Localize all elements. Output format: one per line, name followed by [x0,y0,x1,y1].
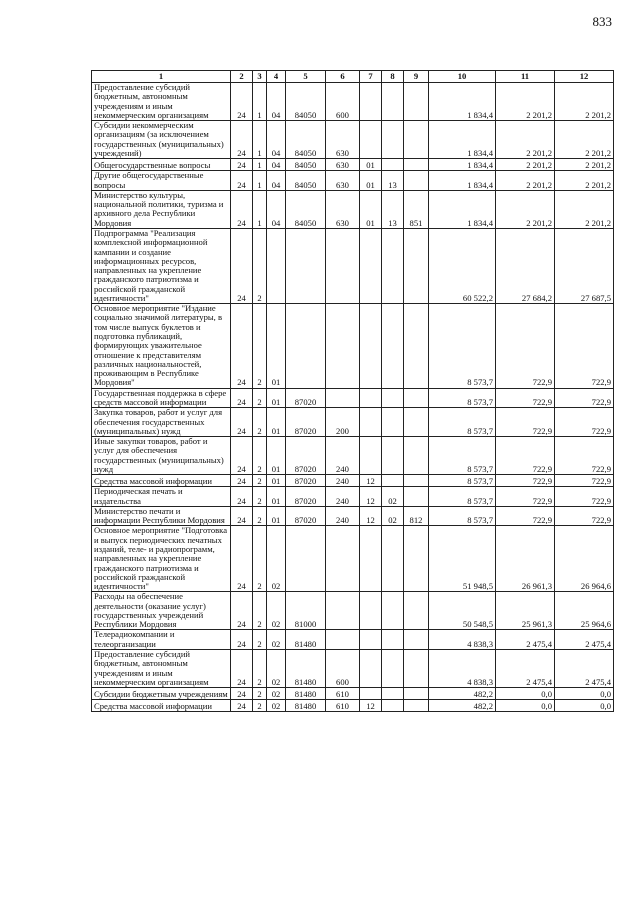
table-row [92,630,614,650]
code-cell [360,437,382,475]
code-cell: 02 [382,487,404,507]
code-cell: 24 [231,408,253,437]
code-cell: 01 [360,159,382,171]
code-cell [360,688,382,700]
row-description: Государственная поддержка в сфере средств массовой информации [92,388,231,408]
column-header: 3 [253,71,267,83]
amount-cell: 2 201,2 [555,190,614,228]
code-cell [404,475,429,487]
table-row [92,592,614,630]
code-cell: 24 [231,83,253,121]
code-cell: 2 [253,650,267,688]
row-description: Средства массовой информации [92,700,231,712]
amount-cell: 1 834,4 [429,83,496,121]
amount-cell: 482,2 [429,688,496,700]
code-cell: 600 [326,650,360,688]
code-cell: 2 [253,688,267,700]
code-cell: 02 [382,506,404,526]
code-cell: 87020 [286,437,326,475]
row-description: Основное мероприятие "Издание социально значимой литературы, в том числе выпуск буклетов и подготовка публикаций, формирующих уважительное отношение к представителям различных национальностей, проживающим в Республике Мордовия" [92,304,231,389]
code-cell [326,526,360,592]
table-row [92,526,614,592]
code-cell [404,630,429,650]
code-cell: 851 [404,190,429,228]
code-cell [404,121,429,159]
code-cell [286,228,326,303]
row-description: Периодическая печать и издательства [92,487,231,507]
code-cell: 24 [231,650,253,688]
column-header: 8 [382,71,404,83]
code-cell: 84050 [286,171,326,191]
amount-cell: 2 201,2 [496,83,555,121]
table-row [92,487,614,507]
row-description: Министерство культуры, национальной политики, туризма и архивного дела Республики Мордовия [92,190,231,228]
column-header: 12 [555,71,614,83]
table-row [92,475,614,487]
amount-cell: 722,9 [496,487,555,507]
amount-cell: 722,9 [555,475,614,487]
code-cell: 02 [267,630,286,650]
amount-cell: 722,9 [496,475,555,487]
code-cell: 81000 [286,592,326,630]
code-cell: 2 [253,526,267,592]
code-cell [404,171,429,191]
code-cell [382,526,404,592]
code-cell: 630 [326,121,360,159]
code-cell [326,388,360,408]
header-row [92,71,614,83]
amount-cell: 1 834,4 [429,121,496,159]
code-cell: 24 [231,630,253,650]
code-cell [382,475,404,487]
amount-cell: 2 475,4 [555,630,614,650]
code-cell: 12 [360,506,382,526]
code-cell: 87020 [286,506,326,526]
amount-cell: 8 573,7 [429,388,496,408]
amount-cell: 2 475,4 [496,630,555,650]
code-cell: 24 [231,190,253,228]
code-cell: 2 [253,592,267,630]
row-description: Телерадиокомпании и телеорганизации [92,630,231,650]
amount-cell: 722,9 [496,506,555,526]
code-cell [360,304,382,389]
amount-cell: 27 687,5 [555,228,614,303]
code-cell: 04 [267,121,286,159]
amount-cell: 50 548,5 [429,592,496,630]
code-cell [360,650,382,688]
row-description: Субсидии бюджетным учреждениям [92,688,231,700]
column-header: 1 [92,71,231,83]
column-header: 7 [360,71,382,83]
code-cell: 240 [326,506,360,526]
code-cell [326,304,360,389]
table-row [92,159,614,171]
code-cell [404,700,429,712]
code-cell [382,688,404,700]
code-cell [404,304,429,389]
code-cell [382,228,404,303]
code-cell: 02 [267,650,286,688]
amount-cell: 1 834,4 [429,159,496,171]
code-cell: 24 [231,487,253,507]
code-cell: 02 [267,700,286,712]
code-cell: 24 [231,526,253,592]
code-cell: 04 [267,159,286,171]
amount-cell: 25 964,6 [555,592,614,630]
code-cell: 2 [253,408,267,437]
code-cell: 24 [231,688,253,700]
amount-cell: 4 838,3 [429,650,496,688]
code-cell: 02 [267,688,286,700]
code-cell [360,83,382,121]
code-cell: 87020 [286,388,326,408]
code-cell: 24 [231,171,253,191]
row-description: Закупка товаров, работ и услуг для обеспечения государственных (муниципальных) нужд [92,408,231,437]
code-cell [360,408,382,437]
code-cell: 04 [267,190,286,228]
table-row [92,304,614,389]
code-cell: 04 [267,83,286,121]
column-header: 6 [326,71,360,83]
amount-cell: 8 573,7 [429,408,496,437]
code-cell [382,700,404,712]
row-description: Подпрограмма "Реализация комплексной информационной кампании и создание информационных ресурсов, направленных на укрепление гражданского патриотизма и российской гражданской идентичности" [92,228,231,303]
code-cell: 240 [326,437,360,475]
code-cell: 81480 [286,650,326,688]
amount-cell: 2 475,4 [555,650,614,688]
amount-cell: 722,9 [496,408,555,437]
table-row [92,228,614,303]
code-cell: 12 [360,475,382,487]
code-cell: 81480 [286,700,326,712]
code-cell: 2 [253,506,267,526]
amount-cell: 2 201,2 [496,171,555,191]
code-cell [404,688,429,700]
amount-cell: 722,9 [555,487,614,507]
code-cell [382,650,404,688]
code-cell [382,388,404,408]
code-cell: 2 [253,487,267,507]
code-cell: 13 [382,171,404,191]
code-cell: 24 [231,121,253,159]
code-cell [326,228,360,303]
table-row [92,171,614,191]
table-row [92,190,614,228]
code-cell: 01 [267,408,286,437]
amount-cell: 2 475,4 [496,650,555,688]
code-cell: 87020 [286,487,326,507]
code-cell: 24 [231,506,253,526]
amount-cell: 1 834,4 [429,190,496,228]
table-row [92,688,614,700]
row-description: Предоставление субсидий бюджетным, автономным учреждениям и иным некоммерческим организациям [92,650,231,688]
code-cell: 2 [253,304,267,389]
code-cell: 24 [231,228,253,303]
row-description: Средства массовой информации [92,475,231,487]
amount-cell: 722,9 [555,408,614,437]
code-cell: 04 [267,171,286,191]
code-cell [404,228,429,303]
row-description: Предоставление субсидий бюджетным, автономным учреждениям и иным некоммерческим организациям [92,83,231,121]
code-cell: 240 [326,475,360,487]
column-header: 11 [496,71,555,83]
code-cell [404,388,429,408]
code-cell: 630 [326,159,360,171]
code-cell: 81480 [286,630,326,650]
amount-cell: 2 201,2 [496,121,555,159]
amount-cell: 2 201,2 [555,121,614,159]
code-cell: 01 [360,171,382,191]
amount-cell: 722,9 [555,437,614,475]
amount-cell: 8 573,7 [429,304,496,389]
code-cell: 87020 [286,475,326,487]
code-cell [360,228,382,303]
amount-cell: 60 522,2 [429,228,496,303]
amount-cell: 8 573,7 [429,437,496,475]
amount-cell: 722,9 [496,437,555,475]
code-cell: 87020 [286,408,326,437]
row-description: Основное мероприятие "Подготовка и выпуск периодических печатных изданий, теле- и радиопрограмм, направленных на укрепление гражданского патриотизма и российской гражданской идентичности" [92,526,231,592]
table-row [92,408,614,437]
table-row [92,437,614,475]
code-cell: 1 [253,159,267,171]
amount-cell: 0,0 [555,688,614,700]
code-cell: 01 [267,475,286,487]
table-row [92,650,614,688]
code-cell: 01 [267,437,286,475]
table-row [92,388,614,408]
code-cell: 24 [231,475,253,487]
code-cell [404,650,429,688]
amount-cell: 482,2 [429,700,496,712]
code-cell: 200 [326,408,360,437]
row-description: Министерство печати и информации Республики Мордовия [92,506,231,526]
code-cell [382,592,404,630]
code-cell [382,304,404,389]
amount-cell: 25 961,3 [496,592,555,630]
table-body [92,83,614,712]
code-cell: 84050 [286,121,326,159]
amount-cell: 2 201,2 [555,171,614,191]
row-description: Расходы на обеспечение деятельности (оказание услуг) государственных учреждений Республики Мордовия [92,592,231,630]
code-cell: 610 [326,688,360,700]
column-header: 4 [267,71,286,83]
code-cell: 81480 [286,688,326,700]
code-cell: 2 [253,228,267,303]
column-header: 2 [231,71,253,83]
code-cell [360,630,382,650]
code-cell: 24 [231,159,253,171]
amount-cell: 0,0 [555,700,614,712]
code-cell: 630 [326,190,360,228]
code-cell [267,228,286,303]
table-row [92,506,614,526]
code-cell [326,630,360,650]
code-cell: 84050 [286,190,326,228]
amount-cell: 8 573,7 [429,506,496,526]
code-cell: 01 [267,388,286,408]
code-cell: 02 [267,592,286,630]
code-cell [404,526,429,592]
code-cell [404,83,429,121]
code-cell: 2 [253,437,267,475]
row-description: Другие общегосударственные вопросы [92,171,231,191]
code-cell [382,83,404,121]
code-cell: 13 [382,190,404,228]
code-cell [286,304,326,389]
amount-cell: 4 838,3 [429,630,496,650]
code-cell: 2 [253,630,267,650]
amount-cell: 722,9 [555,506,614,526]
code-cell: 24 [231,304,253,389]
code-cell: 84050 [286,83,326,121]
amount-cell: 0,0 [496,700,555,712]
code-cell [382,408,404,437]
code-cell [360,526,382,592]
code-cell: 01 [360,190,382,228]
amount-cell: 27 684,2 [496,228,555,303]
amount-cell: 2 201,2 [496,190,555,228]
code-cell: 240 [326,487,360,507]
code-cell: 1 [253,83,267,121]
code-cell [404,159,429,171]
code-cell: 12 [360,700,382,712]
amount-cell: 8 573,7 [429,475,496,487]
table-row [92,121,614,159]
amount-cell: 26 964,6 [555,526,614,592]
code-cell [326,592,360,630]
code-cell [382,121,404,159]
code-cell: 24 [231,700,253,712]
code-cell: 24 [231,592,253,630]
amount-cell: 2 201,2 [555,159,614,171]
amount-cell: 722,9 [555,388,614,408]
amount-cell: 722,9 [555,304,614,389]
code-cell: 1 [253,171,267,191]
amount-cell: 722,9 [496,388,555,408]
table-row [92,700,614,712]
code-cell [404,437,429,475]
code-cell [382,159,404,171]
table-row [92,83,614,121]
amount-cell: 26 961,3 [496,526,555,592]
code-cell: 84050 [286,159,326,171]
page-number: 833 [592,14,612,29]
amount-cell: 1 834,4 [429,171,496,191]
code-cell [360,121,382,159]
code-cell [286,526,326,592]
code-cell: 01 [267,304,286,389]
column-header: 10 [429,71,496,83]
code-cell: 24 [231,388,253,408]
code-cell: 02 [267,526,286,592]
code-cell: 2 [253,388,267,408]
budget-table [91,70,614,712]
code-cell [382,437,404,475]
code-cell [404,592,429,630]
code-cell: 01 [267,487,286,507]
code-cell: 01 [267,506,286,526]
code-cell: 630 [326,171,360,191]
code-cell: 1 [253,190,267,228]
amount-cell: 0,0 [496,688,555,700]
code-cell [404,408,429,437]
amount-cell: 8 573,7 [429,487,496,507]
code-cell: 24 [231,437,253,475]
row-description: Иные закупки товаров, работ и услуг для обеспечения государственных (муниципальных) нужд [92,437,231,475]
code-cell: 2 [253,475,267,487]
code-cell: 12 [360,487,382,507]
code-cell: 812 [404,506,429,526]
row-description: Субсидии некоммерческим организациям (за исключением государственных (муниципальных) учреждений) [92,121,231,159]
amount-cell: 2 201,2 [555,83,614,121]
code-cell [360,592,382,630]
column-header: 5 [286,71,326,83]
amount-cell: 51 948,5 [429,526,496,592]
amount-cell: 722,9 [496,304,555,389]
code-cell: 610 [326,700,360,712]
amount-cell: 2 201,2 [496,159,555,171]
code-cell [360,388,382,408]
code-cell [382,630,404,650]
code-cell: 1 [253,121,267,159]
code-cell [404,487,429,507]
code-cell: 2 [253,700,267,712]
row-description: Общегосударственные вопросы [92,159,231,171]
column-header: 9 [404,71,429,83]
code-cell: 600 [326,83,360,121]
